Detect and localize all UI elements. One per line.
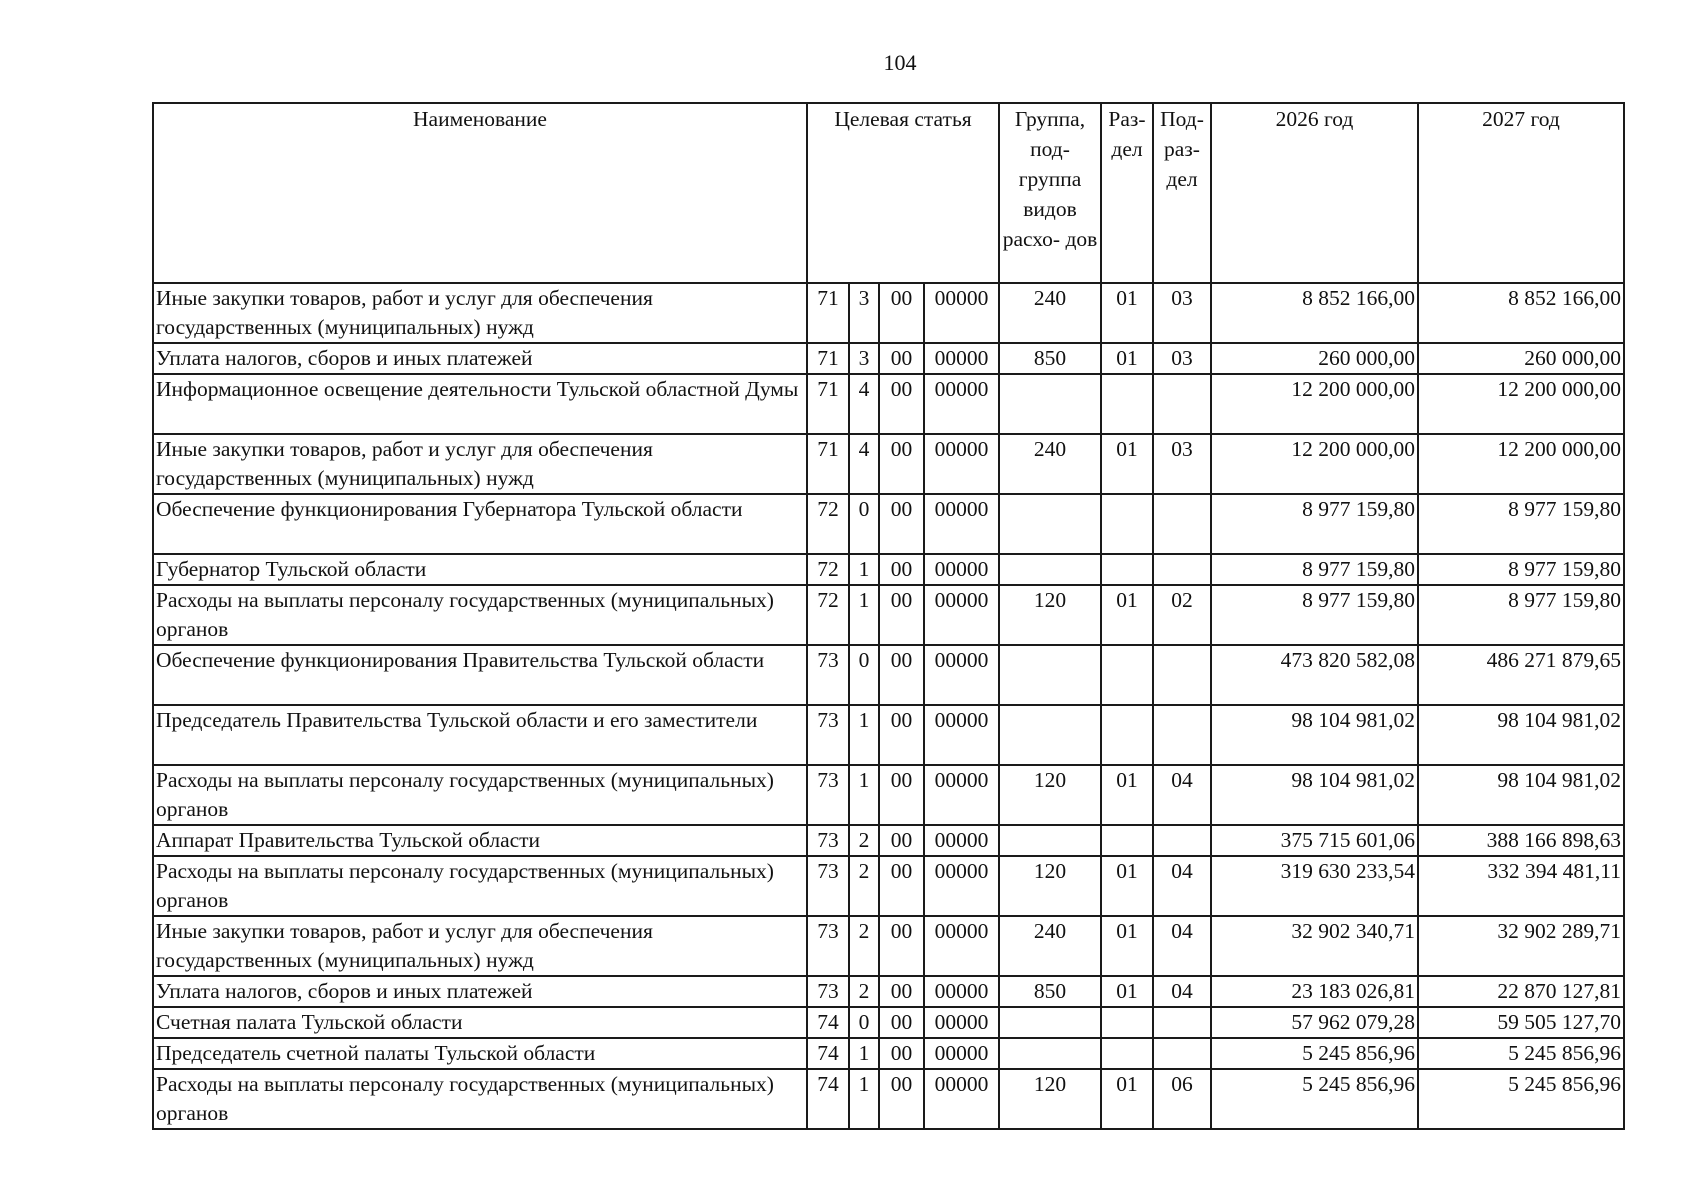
amount-2026: 98 104 981,02 — [1211, 765, 1418, 825]
row-name: Информационное освещение деятельности Тульской областной Думы — [153, 374, 807, 434]
amount-2027: 12 200 000,00 — [1418, 374, 1624, 434]
amount-2027: 22 870 127,81 — [1418, 976, 1624, 1007]
row-name: Иные закупки товаров, работ и услуг для обеспечения государственных (муниципальных) нужд — [153, 434, 807, 494]
subsection — [1153, 554, 1211, 585]
target-item-part-1: 73 — [807, 856, 849, 916]
row-name: Расходы на выплаты персоналу государственных (муниципальных) органов — [153, 1069, 807, 1129]
target-item-part-1: 73 — [807, 705, 849, 765]
subsection: 04 — [1153, 976, 1211, 1007]
subsection — [1153, 374, 1211, 434]
table-row — [153, 343, 1624, 374]
header-target-item: Целевая статья — [807, 103, 999, 283]
amount-2027: 8 977 159,80 — [1418, 494, 1624, 554]
target-item-part-3: 00 — [879, 976, 924, 1007]
subsection — [1153, 645, 1211, 705]
row-name: Уплата налогов, сборов и иных платежей — [153, 976, 807, 1007]
target-item-part-2: 1 — [849, 765, 879, 825]
target-item-part-2: 0 — [849, 1007, 879, 1038]
row-name: Аппарат Правительства Тульской области — [153, 825, 807, 856]
amount-2027: 8 977 159,80 — [1418, 554, 1624, 585]
amount-2026: 12 200 000,00 — [1211, 434, 1418, 494]
expense-group: 850 — [999, 976, 1101, 1007]
row-name: Губернатор Тульской области — [153, 554, 807, 585]
amount-2027: 98 104 981,02 — [1418, 705, 1624, 765]
amount-2026: 5 245 856,96 — [1211, 1038, 1418, 1069]
target-item-part-4: 00000 — [924, 916, 999, 976]
section — [1101, 1007, 1153, 1038]
expense-group — [999, 374, 1101, 434]
subsection — [1153, 494, 1211, 554]
target-item-part-2: 4 — [849, 374, 879, 434]
section: 01 — [1101, 585, 1153, 645]
target-item-part-4: 00000 — [924, 494, 999, 554]
amount-2027: 260 000,00 — [1418, 343, 1624, 374]
header-section: Раз- дел — [1101, 103, 1153, 283]
target-item-part-4: 00000 — [924, 1069, 999, 1129]
section: 01 — [1101, 343, 1153, 374]
target-item-part-3: 00 — [879, 494, 924, 554]
amount-2026: 8 977 159,80 — [1211, 585, 1418, 645]
target-item-part-4: 00000 — [924, 283, 999, 343]
page-number: 104 — [883, 50, 917, 75]
row-name: Председатель Правительства Тульской области и его заместители — [153, 705, 807, 765]
section: 01 — [1101, 976, 1153, 1007]
target-item-part-2: 4 — [849, 434, 879, 494]
target-item-part-3: 00 — [879, 1069, 924, 1129]
target-item-part-3: 00 — [879, 916, 924, 976]
table-row — [153, 434, 1624, 494]
subsection: 02 — [1153, 585, 1211, 645]
target-item-part-3: 00 — [879, 1007, 924, 1038]
amount-2027: 5 245 856,96 — [1418, 1038, 1624, 1069]
target-item-part-1: 74 — [807, 1069, 849, 1129]
amount-2027: 388 166 898,63 — [1418, 825, 1624, 856]
row-name: Иные закупки товаров, работ и услуг для обеспечения государственных (муниципальных) нужд — [153, 283, 807, 343]
row-name: Расходы на выплаты персоналу государственных (муниципальных) органов — [153, 765, 807, 825]
target-item-part-2: 2 — [849, 976, 879, 1007]
section — [1101, 705, 1153, 765]
target-item-part-1: 74 — [807, 1007, 849, 1038]
target-item-part-1: 73 — [807, 765, 849, 825]
section — [1101, 825, 1153, 856]
amount-2026: 5 245 856,96 — [1211, 1069, 1418, 1129]
row-name: Счетная палата Тульской области — [153, 1007, 807, 1038]
section: 01 — [1101, 916, 1153, 976]
expense-group: 240 — [999, 283, 1101, 343]
amount-2026: 23 183 026,81 — [1211, 976, 1418, 1007]
amount-2026: 32 902 340,71 — [1211, 916, 1418, 976]
amount-2026: 98 104 981,02 — [1211, 705, 1418, 765]
target-item-part-3: 00 — [879, 705, 924, 765]
expense-group — [999, 494, 1101, 554]
amount-2027: 8 977 159,80 — [1418, 585, 1624, 645]
row-name: Обеспечение функционирования Правительства Тульской области — [153, 645, 807, 705]
expense-group: 120 — [999, 765, 1101, 825]
amount-2026: 260 000,00 — [1211, 343, 1418, 374]
amount-2027: 98 104 981,02 — [1418, 765, 1624, 825]
target-item-part-1: 72 — [807, 554, 849, 585]
table-row — [153, 554, 1624, 585]
header-year-2027: 2027 год — [1418, 103, 1624, 283]
subsection: 06 — [1153, 1069, 1211, 1129]
amount-2027: 8 852 166,00 — [1418, 283, 1624, 343]
table-row — [153, 976, 1624, 1007]
table-row — [153, 916, 1624, 976]
subsection — [1153, 1038, 1211, 1069]
target-item-part-2: 1 — [849, 705, 879, 765]
expense-group: 240 — [999, 916, 1101, 976]
budget-table — [152, 102, 1625, 1130]
table-row — [153, 825, 1624, 856]
section: 01 — [1101, 434, 1153, 494]
row-name: Расходы на выплаты персоналу государственных (муниципальных) органов — [153, 856, 807, 916]
subsection — [1153, 705, 1211, 765]
target-item-part-3: 00 — [879, 825, 924, 856]
target-item-part-2: 1 — [849, 1069, 879, 1129]
target-item-part-4: 00000 — [924, 374, 999, 434]
target-item-part-3: 00 — [879, 585, 924, 645]
target-item-part-1: 71 — [807, 374, 849, 434]
expense-group: 240 — [999, 434, 1101, 494]
target-item-part-3: 00 — [879, 1038, 924, 1069]
target-item-part-4: 00000 — [924, 765, 999, 825]
target-item-part-4: 00000 — [924, 1038, 999, 1069]
target-item-part-4: 00000 — [924, 856, 999, 916]
header-name: Наименование — [153, 103, 807, 283]
subsection: 04 — [1153, 765, 1211, 825]
target-item-part-3: 00 — [879, 856, 924, 916]
target-item-part-3: 00 — [879, 645, 924, 705]
header-subsection: Под- раз- дел — [1153, 103, 1211, 283]
target-item-part-3: 00 — [879, 374, 924, 434]
amount-2027: 32 902 289,71 — [1418, 916, 1624, 976]
section — [1101, 554, 1153, 585]
target-item-part-2: 2 — [849, 825, 879, 856]
amount-2026: 12 200 000,00 — [1211, 374, 1418, 434]
target-item-part-1: 71 — [807, 434, 849, 494]
amount-2026: 473 820 582,08 — [1211, 645, 1418, 705]
target-item-part-4: 00000 — [924, 645, 999, 705]
table-row — [153, 494, 1624, 554]
target-item-part-4: 00000 — [924, 554, 999, 585]
target-item-part-4: 00000 — [924, 585, 999, 645]
table-row — [153, 645, 1624, 705]
section — [1101, 645, 1153, 705]
amount-2027: 12 200 000,00 — [1418, 434, 1624, 494]
table-row — [153, 705, 1624, 765]
table-row — [153, 856, 1624, 916]
subsection: 04 — [1153, 856, 1211, 916]
row-name: Расходы на выплаты персоналу государственных (муниципальных) органов — [153, 585, 807, 645]
target-item-part-2: 0 — [849, 645, 879, 705]
table-row — [153, 374, 1624, 434]
target-item-part-4: 00000 — [924, 343, 999, 374]
target-item-part-4: 00000 — [924, 825, 999, 856]
expense-group — [999, 825, 1101, 856]
amount-2027: 59 505 127,70 — [1418, 1007, 1624, 1038]
target-item-part-2: 0 — [849, 494, 879, 554]
subsection — [1153, 1007, 1211, 1038]
target-item-part-1: 72 — [807, 494, 849, 554]
amount-2027: 332 394 481,11 — [1418, 856, 1624, 916]
subsection: 03 — [1153, 343, 1211, 374]
amount-2026: 375 715 601,06 — [1211, 825, 1418, 856]
section: 01 — [1101, 283, 1153, 343]
section — [1101, 494, 1153, 554]
amount-2027: 486 271 879,65 — [1418, 645, 1624, 705]
target-item-part-2: 3 — [849, 343, 879, 374]
target-item-part-4: 00000 — [924, 705, 999, 765]
expense-group — [999, 554, 1101, 585]
target-item-part-1: 73 — [807, 916, 849, 976]
table-row — [153, 1069, 1624, 1129]
subsection: 03 — [1153, 434, 1211, 494]
row-name: Обеспечение функционирования Губернатора Тульской области — [153, 494, 807, 554]
table-row — [153, 585, 1624, 645]
target-item-part-3: 00 — [879, 554, 924, 585]
target-item-part-1: 71 — [807, 343, 849, 374]
table-body — [153, 283, 1624, 1129]
target-item-part-3: 00 — [879, 434, 924, 494]
target-item-part-4: 00000 — [924, 1007, 999, 1038]
section: 01 — [1101, 1069, 1153, 1129]
target-item-part-2: 2 — [849, 856, 879, 916]
section: 01 — [1101, 765, 1153, 825]
section — [1101, 374, 1153, 434]
target-item-part-2: 1 — [849, 585, 879, 645]
target-item-part-1: 74 — [807, 1038, 849, 1069]
header-year-2026: 2026 год — [1211, 103, 1418, 283]
section: 01 — [1101, 856, 1153, 916]
amount-2026: 57 962 079,28 — [1211, 1007, 1418, 1038]
target-item-part-2: 1 — [849, 1038, 879, 1069]
table-row — [153, 765, 1624, 825]
amount-2027: 5 245 856,96 — [1418, 1069, 1624, 1129]
target-item-part-1: 73 — [807, 645, 849, 705]
table-row — [153, 283, 1624, 343]
row-name: Уплата налогов, сборов и иных платежей — [153, 343, 807, 374]
table-row — [153, 1038, 1624, 1069]
expense-group — [999, 645, 1101, 705]
target-item-part-3: 00 — [879, 765, 924, 825]
row-name: Председатель счетной палаты Тульской области — [153, 1038, 807, 1069]
header-group: Группа, под- группа видов расхо- дов — [999, 103, 1101, 283]
target-item-part-2: 1 — [849, 554, 879, 585]
amount-2026: 8 977 159,80 — [1211, 494, 1418, 554]
target-item-part-1: 73 — [807, 976, 849, 1007]
subsection: 03 — [1153, 283, 1211, 343]
expense-group: 120 — [999, 585, 1101, 645]
target-item-part-3: 00 — [879, 343, 924, 374]
target-item-part-4: 00000 — [924, 434, 999, 494]
expense-group — [999, 705, 1101, 765]
amount-2026: 319 630 233,54 — [1211, 856, 1418, 916]
section — [1101, 1038, 1153, 1069]
amount-2026: 8 852 166,00 — [1211, 283, 1418, 343]
row-name: Иные закупки товаров, работ и услуг для обеспечения государственных (муниципальных) нужд — [153, 916, 807, 976]
amount-2026: 8 977 159,80 — [1211, 554, 1418, 585]
expense-group: 850 — [999, 343, 1101, 374]
table-row — [153, 1007, 1624, 1038]
target-item-part-1: 73 — [807, 825, 849, 856]
subsection: 04 — [1153, 916, 1211, 976]
table-header-row — [153, 103, 1624, 283]
target-item-part-1: 71 — [807, 283, 849, 343]
subsection — [1153, 825, 1211, 856]
expense-group: 120 — [999, 856, 1101, 916]
target-item-part-2: 3 — [849, 283, 879, 343]
target-item-part-4: 00000 — [924, 976, 999, 1007]
target-item-part-1: 72 — [807, 585, 849, 645]
target-item-part-3: 00 — [879, 283, 924, 343]
target-item-part-2: 2 — [849, 916, 879, 976]
expense-group — [999, 1038, 1101, 1069]
expense-group — [999, 1007, 1101, 1038]
expense-group: 120 — [999, 1069, 1101, 1129]
